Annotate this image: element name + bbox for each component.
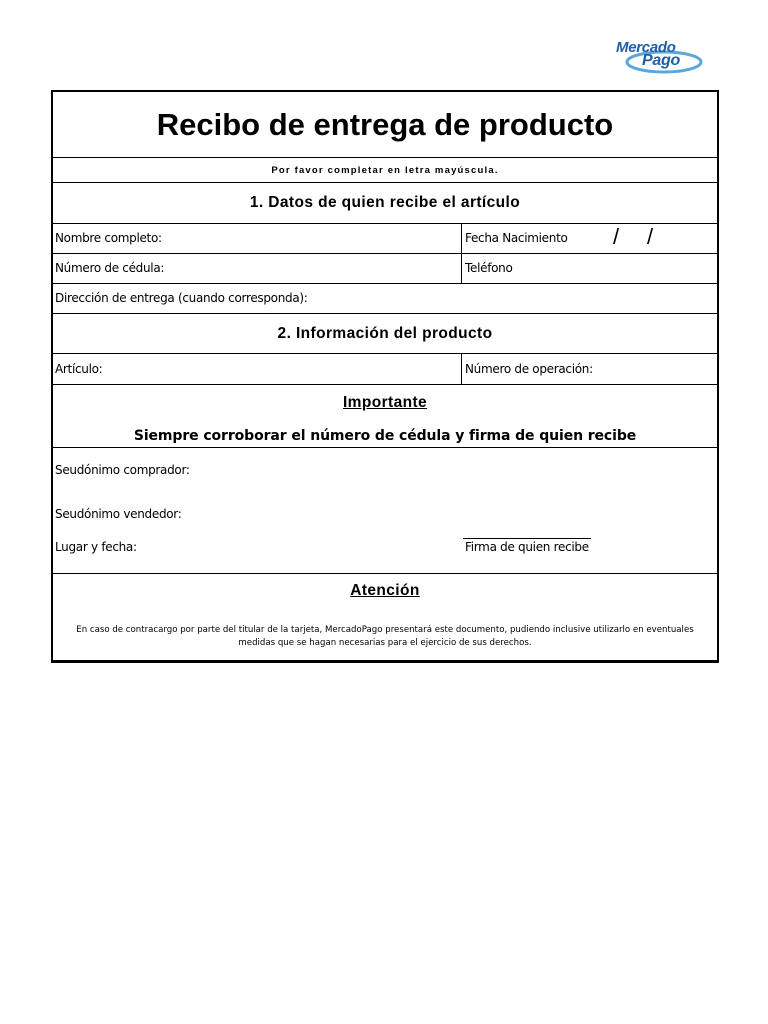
nombre-label: Nombre completo:	[55, 231, 162, 245]
title-row	[53, 92, 717, 158]
logo-text-pago: Pago	[642, 52, 680, 69]
important-heading: Importante	[342, 394, 428, 411]
telefono-label: Teléfono	[465, 261, 513, 275]
cedula-label: Número de cédula:	[55, 261, 165, 275]
date-separator-2: /	[647, 224, 654, 249]
direccion-label: Dirección de entrega (cuando corresponda):	[55, 291, 308, 305]
important-text: Siempre corroborar el número de cédula y firma de quien recibe	[133, 428, 637, 444]
signature-block	[53, 448, 717, 574]
row-nombre-fecha	[53, 224, 717, 254]
column-divider	[461, 224, 462, 253]
attention-heading: Atención	[350, 582, 420, 599]
articulo-label: Artículo:	[55, 362, 103, 376]
important-block	[53, 385, 717, 448]
mercadopago-logo	[612, 38, 706, 78]
row-articulo-operacion	[53, 354, 717, 385]
section1-heading: 1. Datos de quien recibe el artículo	[249, 194, 521, 211]
uppercase-note: Por favor completar en letra mayúscula.	[271, 164, 499, 176]
fecha-nacimiento-label: Fecha Nacimiento	[465, 231, 568, 245]
column-divider	[461, 354, 462, 384]
page-title: Recibo de entrega de producto	[156, 106, 614, 142]
section2-header	[53, 314, 717, 354]
note-row	[53, 158, 717, 183]
date-separator-1: /	[613, 224, 620, 249]
operacion-label: Número de operación:	[465, 362, 593, 376]
receipt-form	[51, 90, 719, 663]
section2-heading: 2. Información del producto	[277, 324, 493, 342]
section1-header	[53, 183, 717, 224]
column-divider	[461, 254, 462, 283]
row-cedula-telefono	[53, 254, 717, 284]
lugar-fecha-label: Lugar y fecha:	[55, 540, 137, 554]
row-direccion	[53, 284, 717, 314]
logo-text-mercado: Mercado	[616, 39, 676, 56]
seudonimo-vendedor-label: Seudónimo vendedor:	[55, 507, 182, 521]
attention-text: En caso de contracargo por parte del titular de la tarjeta, MercadoPago presentará este documento, pudiendo inclusive utilizarlo en eventuales medidas que se hagan necesarias para el ejercicio de sus derechos.	[76, 625, 694, 648]
seudonimo-comprador-label: Seudónimo comprador:	[55, 463, 190, 477]
attention-block	[53, 574, 717, 660]
firma-label: Firma de quien recibe	[465, 540, 589, 554]
signature-line	[463, 538, 591, 539]
